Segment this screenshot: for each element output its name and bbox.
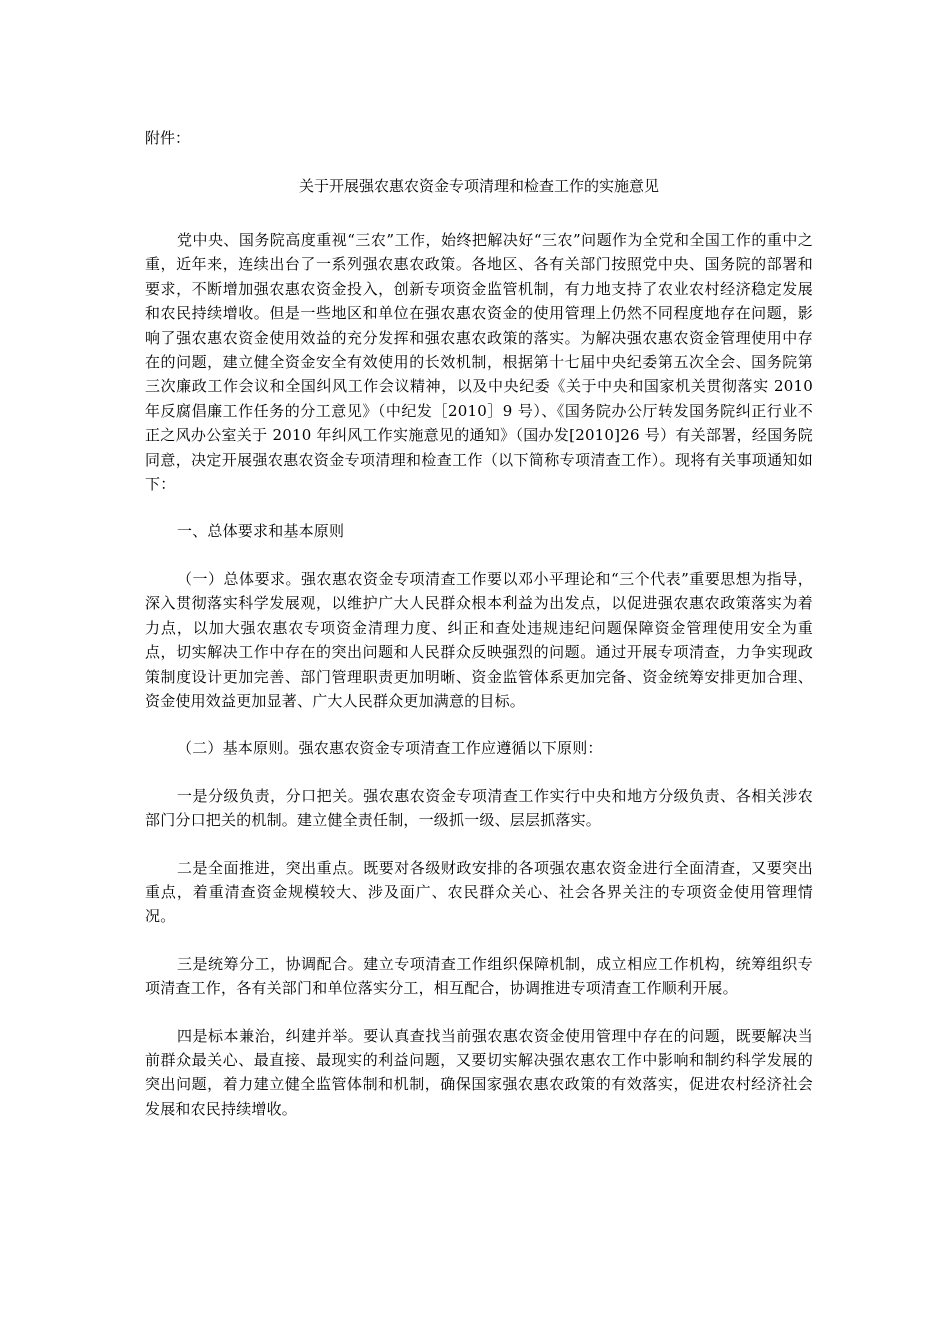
paragraph-principle-1: 一是分级负责，分口把关。强农惠农资金专项清查工作实行中央和地方分级负责、各相关涉农部门分口把关的机制。建立健全责任制，一级抓一级、层层抓落实。 [145,786,813,830]
paragraph-basic-principles: （二）基本原则。强农惠农资金专项清查工作应遵循以下原则： [177,739,603,758]
paragraph-principle-2: 二是全面推进，突出重点。既要对各级财政安排的各项强农惠农资金进行全面清查，又要突出重点，着重清查资金规模较大、涉及面广、农民群众关心、社会各界关注的专项资金使用管理情况。 [145,858,813,926]
paragraph-principle-4: 四是标本兼治，纠建并举。要认真查找当前强农惠农资金使用管理中存在的问题，既要解决当前群众最关心、最直接、最现实的利益问题，又要切实解决强农惠农工作中影响和制约科学发展的突出问题，着力建立健全监管体制和机制，确保国家强农惠农政策的有效落实，促进农村经济社会发展和农民持续增收。 [145,1026,813,1118]
document-title: 关于开展强农惠农资金专项清理和检查工作的实施意见 [298,177,659,195]
document-page [145,126,813,1121]
paragraph-intro: 党中央、国务院高度重视“三农”工作，始终把解决好“三农”问题作为全党和全国工作的重中之重，近年来，连续出台了一系列强农惠农政策。各地区、各有关部门按照党中央、国务院的部署和要求，不断增加强农惠农资金投入，创新专项资金监管机制，有力地支持了农业农村经济稳定发展和农民持续增收。但是一些地区和单位在强农惠农资金的使用管理上仍然不同程度地存在问题，影响了强农惠农资金使用效益的充分发挥和强农惠农政策的落实。为解决强农惠农资金管理使用中存在的问题，建立健全资金安全有效使用的长效机制，根据第十七届中央纪委第五次全会、国务院第三次廉政工作会议和全国纠风工作会议精神，以及中央纪委《关于中央和国家机关贯彻落实 2010 年反腐倡廉工作任务的分工意见》（中纪发［2010］9 号）、《国务院办公厅转发国务院纠正行业不正之风办公室关于 2010 年纠风工作实施意见的通知》（国办发[2010]26 号）有关部署，经国务院同意，决定开展强农惠农资金专项清理和检查工作（以下简称专项清查工作）。现将有关事项通知如下： [145,231,813,494]
attachment-label: 附件： [145,129,191,147]
paragraph-principle-3: 三是统筹分工，协调配合。建立专项清查工作组织保障机制，成立相应工作机构，统筹组织专项清查工作，各有关部门和单位落实分工，相互配合，协调推进专项清查工作顺利开展。 [145,954,813,998]
paragraph-general-requirements: （一）总体要求。强农惠农资金专项清查工作要以邓小平理论和“三个代表”重要思想为指导，深入贯彻落实科学发展观，以维护广大人民群众根本利益为出发点，以促进强农惠农政策落实为着力点，以加大强农惠农专项资金清理力度、纠正和查处违规违纪问题保障资金管理使用安全为重点，切实解决工作中存在的突出问题和人民群众反映强烈的问题。通过开展专项清查，力争实现政策制度设计更加完善、部门管理职责更加明晰、资金监管体系更加完备、资金统筹安排更加合理、资金使用效益更加显著、广大人民群众更加满意的目标。 [145,569,813,710]
section-heading-1: 一、总体要求和基本原则 [177,522,345,541]
